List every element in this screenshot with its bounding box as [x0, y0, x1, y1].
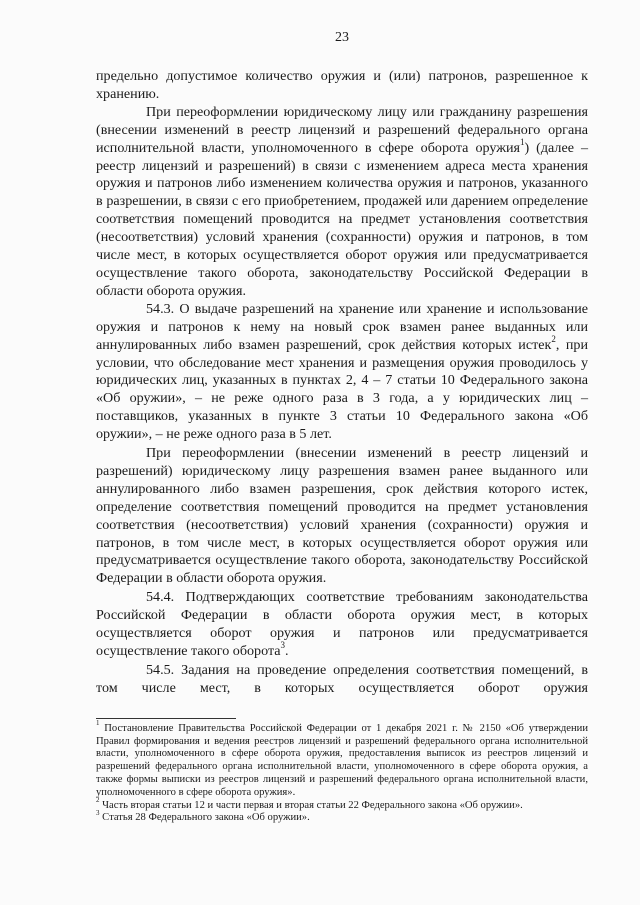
paragraph-2 [96, 104, 588, 301]
footnote-ref-1: 1 [519, 136, 525, 147]
page-number: 23 [335, 30, 349, 45]
paragraph-54-3 [96, 301, 588, 444]
paragraph-54-5: 54.5. Задания на проведение определения соответствия помещений, в том числе мест, в которых осуществляется оборот оружия [96, 661, 588, 696]
paragraph-54-4 [96, 589, 588, 661]
footnote-1-number: 1 [96, 719, 100, 728]
document-body [96, 68, 588, 698]
footnote-3 [96, 808, 588, 825]
paragraph-54-4-part-a: 54.4. Подтверждающих соответствие требованиям законодательства Российской Федерации в области оборота оружия мест, в которых осуществляется оборот оружия и патронов или предусматривается осуществление такого оборота [96, 589, 588, 659]
footnote-ref-2: 2 [551, 333, 556, 344]
paragraph-4: При переоформлении (внесении изменений в реестр лицензий и разрешений) юридическому лицу разрешения взамен ранее выданного или аннулированного либо взамен разрешения, срок действия которого истек, определение соответствия помещений проводится на предмет установления соответствия (несоответствия) условий хранения (сохранности) оружия и патронов, в том числе мест, в которых осуществляется оборот оружия или предусматривается осуществление такого оборота, законодательству Российской Федерации в области оборота оружия. [96, 445, 588, 587]
footnote-1-text: Постановление Правительства Российской Федерации от 1 декабря 2021 г. № 2150 «Об утверждении Правил формирования и ведения реестров лицензий и разрешений федерального органа исполнительной власти, уполномоченного в сфере оборота оружия, предоставления выписок из реестров лицензий и разрешений федерального органа исполнительной власти, уполномоченного в сфере оборота оружия, а также формы выписки из реестров лицензий и разрешений федерального органа исполнительной власти, уполномоченного в сфере оборота оружия». [96, 722, 588, 798]
footnotes [96, 719, 588, 825]
footnote-2 [96, 795, 588, 813]
paragraph-54-3-part-a: 54.3. О выдаче разрешений на хранение или хранение и использование оружия и патронов к нему на новый срок взамен ранее выданных или аннулированных либо взамен разрешений, срок действия которых истек [96, 300, 588, 353]
footnote-ref-3: 3 [280, 640, 286, 651]
paragraph-54-3-part-b: , при условии, что обследование мест хранения и размещения оружия проводилось у юридических лиц, указанных в пунктах 2, 4 – 7 статьи 10 Федерального закона «Об оружии», – не реже одного раза в 3 года, а у юридических лиц – поставщиков, указанных в пункте 3 статьи 10 Федерального закона «Об оружии», – не реже одного раза в 5 лет. [96, 336, 588, 443]
footnote-3-text: Статья 28 Федерального закона «Об оружии». [102, 812, 310, 824]
footnote-1 [96, 719, 588, 800]
paragraph-2-part-b: ) (далее – реестр лицензий и разрешений) в связи с изменением адреса места хранения оружия и патронов либо изменением количества оружия и патронов, указанного в разрешении, в связи с его приобретением, продажей или дарением определение соответствия помещений проводится на предмет установления соответствия (несоответствия) условий хранения (сохранности) оружия и патронов, в том числе мест, в которых осуществляется оборот оружия или предусматривается осуществление такого оборота, законодательству Российской Федерации в области оборота оружия. [96, 139, 589, 299]
paragraph-1: предельно допустимое количество оружия и (или) патронов, разрешенное к хранению. [96, 68, 588, 102]
footnote-separator [96, 718, 236, 719]
footnote-2-number: 2 [96, 795, 100, 804]
footnote-2-text: Часть вторая статьи 12 и части первая и вторая статьи 22 Федерального закона «Об оружии». [102, 799, 523, 811]
footnote-3-number: 3 [96, 808, 100, 817]
paragraph-54-4-part-b: . [285, 643, 289, 659]
paragraph-2-part-a: При переоформлении юридическому лицу или гражданину разрешения (внесении изменений в реестр лицензий и разрешений федерального органа исполнительной власти, уполномоченного в сфере оборота оружия [96, 103, 588, 156]
